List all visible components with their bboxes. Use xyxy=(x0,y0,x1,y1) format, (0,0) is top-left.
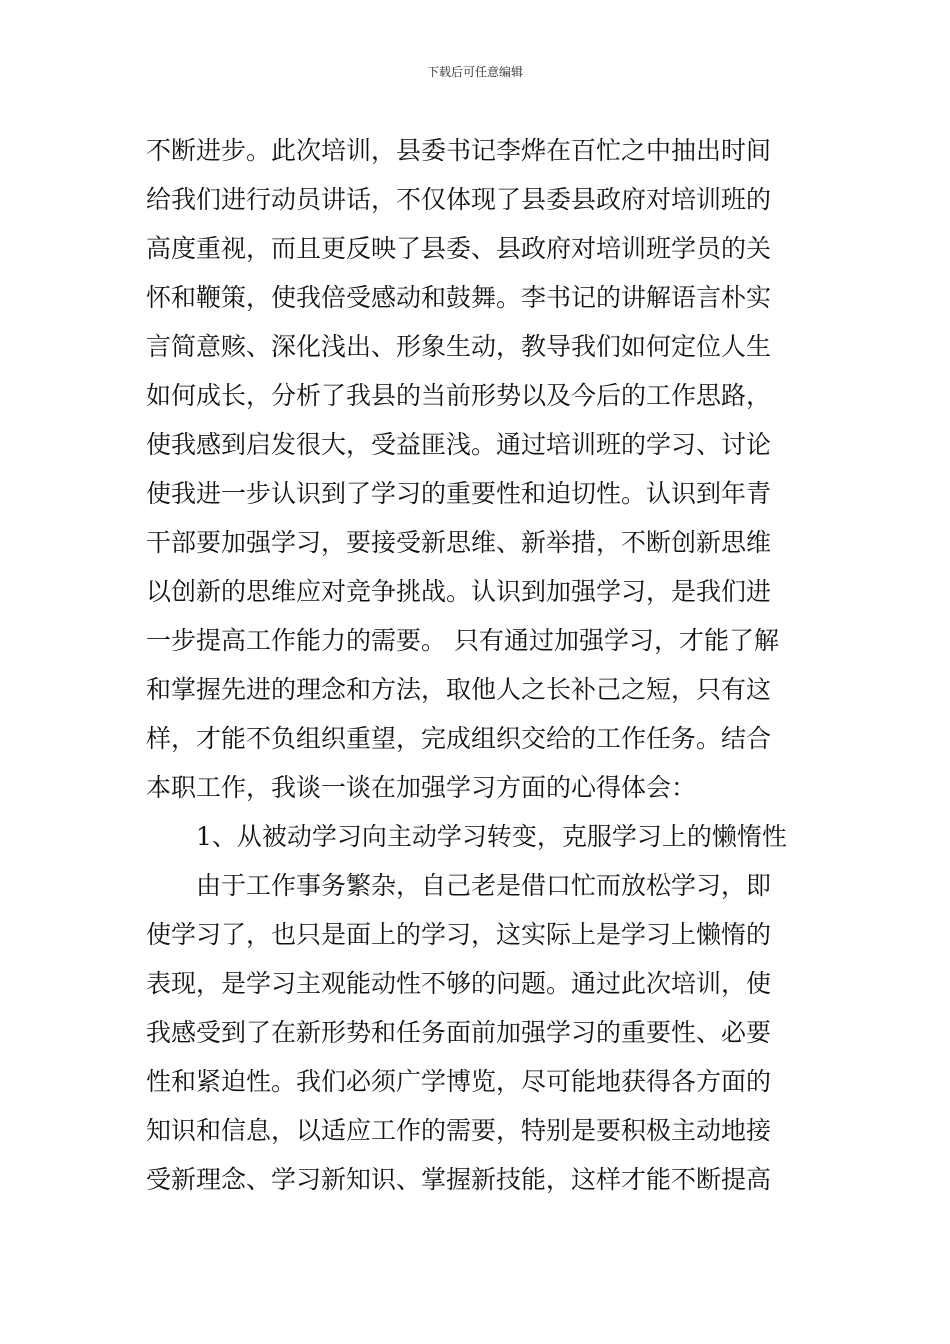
body-line: 给我们进行动员讲话，不仅体现了县委县政府对培训班的 xyxy=(146,185,772,214)
body-line: 怀和鞭策，使我倍受感动和鼓舞。李书记的讲解语言朴实 xyxy=(146,283,772,312)
body-line: 知识和信息，以适应工作的需要，特别是要积极主动地接 xyxy=(146,1116,772,1145)
body-line: 我感受到了在新形势和任务面前加强学习的重要性、必要 xyxy=(146,1018,772,1047)
body-line: 以创新的思维应对竞争挑战。认识到加强学习，是我们进 xyxy=(146,577,772,606)
document-body xyxy=(146,126,811,1204)
body-line: 如何成长，分析了我县的当前形势以及今后的工作思路， xyxy=(146,381,772,410)
body-line: 性和紧迫性。我们必须广学博览，尽可能地获得各方面的 xyxy=(146,1067,772,1096)
body-line: 和掌握先进的理念和方法，取他人之长补己之短，只有这 xyxy=(146,675,772,704)
page-header: 下载后可任意编辑 xyxy=(426,65,523,79)
body-line: 高度重视，而且更反映了县委、县政府对培训班学员的关 xyxy=(146,234,772,263)
body-line: 不断进步。此次培训，县委书记李烨在百忙之中抽出时间 xyxy=(146,136,772,165)
body-line: 表现，是学习主观能动性不够的问题。通过此次培训，使 xyxy=(146,969,772,998)
body-line: 受新理念、学习新知识、掌握新技能，这样才能不断提高 xyxy=(146,1165,772,1194)
body-line: 样，才能不负组织重望，完成组织交给的工作任务。结合 xyxy=(146,724,772,753)
body-line: 使我进一步认识到了学习的重要性和迫切性。认识到年青 xyxy=(146,479,772,508)
body-line: 使我感到启发很大，受益匪浅。通过培训班的学习、讨论 xyxy=(146,430,772,459)
body-line: 一步提高工作能力的需要。 只有通过加强学习，才能了解 xyxy=(146,626,779,655)
body-line: 由于工作事务繁杂，自己老是借口忙而放松学习，即 xyxy=(196,871,772,900)
body-line: 干部要加强学习，要接受新思维、新举措，不断创新思维 xyxy=(146,528,772,557)
body-line: 本职工作，我谈一谈在加强学习方面的心得体会： xyxy=(146,773,697,802)
body-line: 言简意赅、深化浅出、形象生动，教导我们如何定位人生 xyxy=(146,332,772,361)
body-line: 使学习了，也只是面上的学习，这实际上是学习上懒惰的 xyxy=(146,920,772,949)
section-heading: 1、从被动学习向主动学习转变，克服学习上的懒惰性 xyxy=(196,822,787,851)
